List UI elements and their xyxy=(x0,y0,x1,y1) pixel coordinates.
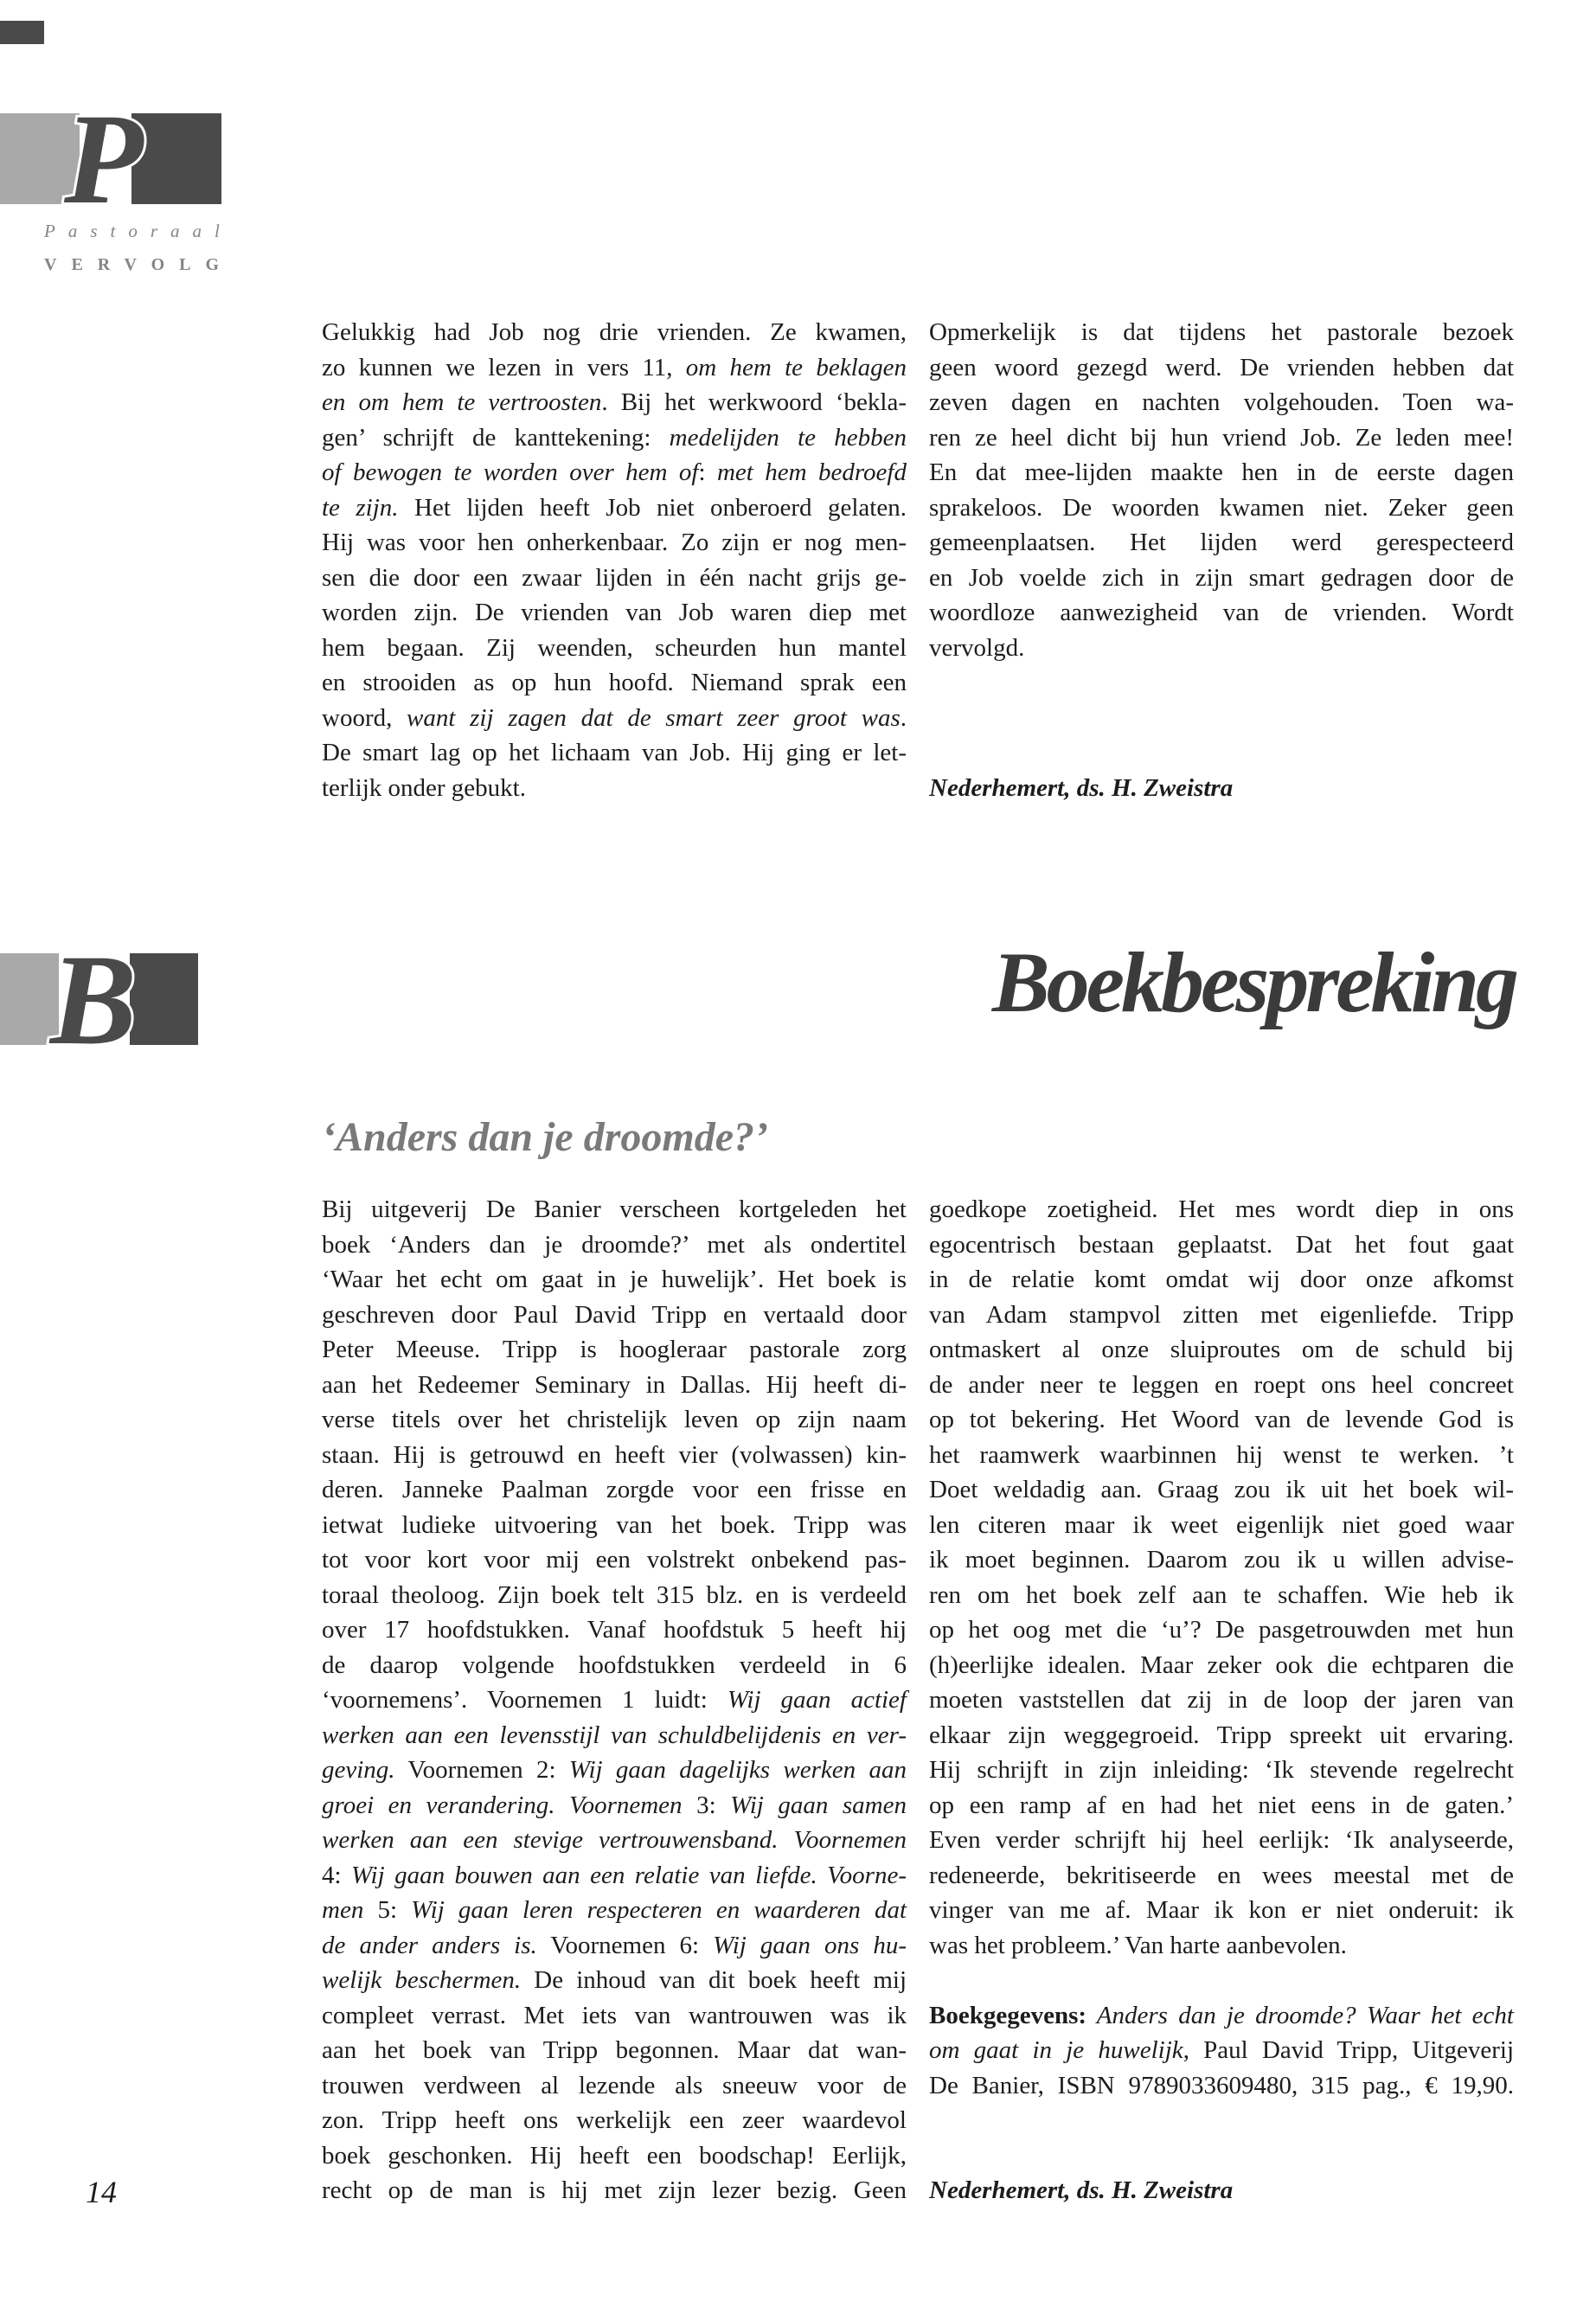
text-line xyxy=(322,665,907,701)
text-line xyxy=(929,631,1514,666)
text-line xyxy=(322,350,907,386)
text-run: geen woord gezegd werd. De vrienden hebben dat xyxy=(929,353,1514,381)
text-line xyxy=(322,1612,907,1648)
text-line xyxy=(322,1963,907,1998)
text-line xyxy=(929,420,1514,456)
paragraph xyxy=(929,1998,1514,2104)
text-line xyxy=(322,525,907,561)
text-run: recht op de man is hij met zijn lezer bezig. Geen xyxy=(322,2176,907,2204)
text-run: Voornemen 6: xyxy=(536,1931,714,1959)
text-line xyxy=(322,1227,907,1263)
review-section-logo xyxy=(0,953,198,1045)
italic-text: medelijden te hebben xyxy=(669,423,907,452)
text-line xyxy=(322,1262,907,1298)
text-line xyxy=(929,1227,1514,1263)
italic-text: en om hem te vertroosten xyxy=(322,388,602,416)
text-line xyxy=(322,2138,907,2174)
italic-text: om hem te beklagen xyxy=(685,353,907,381)
text-run: verse titels over het christelijk leven op zijn naam xyxy=(322,1406,907,1433)
italic-text: welijk beschermen. xyxy=(322,1966,522,1994)
text-line xyxy=(929,490,1514,526)
italic-text: de ander anders is. xyxy=(322,1931,537,1959)
page-number: 14 xyxy=(86,2175,117,2209)
text-line xyxy=(322,1508,907,1543)
italic-text: Wij gaan bouwen aan een relatie van liefde. Voorne- xyxy=(350,1861,907,1889)
text-line xyxy=(322,595,907,631)
text-line xyxy=(929,1893,1514,1928)
text-run: ren ze heel dicht bij hun vriend Job. Ze leden mee! xyxy=(929,423,1514,452)
text-line xyxy=(322,1368,907,1403)
text-run: Peter Meeuse. Tripp is hoogleraar pastorale zorg xyxy=(322,1336,907,1363)
text-run: gen’ schrijft de kanttekening: xyxy=(322,423,670,452)
italic-text: te zijn. xyxy=(322,493,399,522)
text-run: zeven dagen en nachten volgehouden. Toen wa- xyxy=(929,388,1514,416)
text-line xyxy=(322,2173,907,2208)
text-line xyxy=(322,420,907,456)
italic-text: men xyxy=(322,1896,364,1924)
text-run: hem begaan. Zij weenden, scheurden hun mantel xyxy=(322,633,907,662)
text-line xyxy=(322,1192,907,1227)
text-line xyxy=(322,2103,907,2138)
text-run: sprakeloos. De woorden kwamen niet. Zeker geen xyxy=(929,493,1514,522)
text-run: Bij uitgeverij De Banier verscheen kortgeleden het xyxy=(322,1195,907,1223)
text-line xyxy=(322,771,907,806)
text-line xyxy=(929,315,1514,350)
logo-letter: B xyxy=(50,953,138,1045)
text-line xyxy=(929,1542,1514,1578)
text-run: Voornemen 2: xyxy=(394,1756,569,1784)
text-run: op het oog met die ‘u’? De pasgetrouwden met hun xyxy=(929,1616,1514,1644)
text-run: woord, xyxy=(322,703,407,732)
text-run: over 17 hoofdstukken. Vanaf hoofdstuk 5 heeft hij xyxy=(322,1616,907,1644)
text-run: 4: xyxy=(322,1861,351,1889)
text-run: zo kunnen we lezen in vers 11, xyxy=(322,353,686,381)
corner-tab xyxy=(0,21,44,44)
text-line xyxy=(322,1332,907,1368)
italic-text: werken aan een levensstijl van schuldbelijdenis en ver- xyxy=(322,1721,907,1749)
text-line xyxy=(322,2033,907,2068)
text-run: toraal theoloog. Zijn boek telt 315 blz. en is verdeeld xyxy=(322,1580,907,1609)
text-run: Doet weldadig aan. Graag zou ik uit het boek wil- xyxy=(929,1476,1514,1503)
review-column-1 xyxy=(322,1192,907,2208)
italic-text: groei en verandering. Voornemen xyxy=(322,1791,683,1819)
text-line xyxy=(322,490,907,526)
text-run: vinger van me af. Maar ik kon er niet onderuit: ik xyxy=(929,1896,1514,1924)
text-line xyxy=(322,1648,907,1683)
pastoraal-column-1 xyxy=(322,315,907,805)
italic-text: Wij gaan actief xyxy=(727,1686,907,1714)
text-line xyxy=(929,525,1514,561)
italic-text: geving. xyxy=(322,1756,395,1784)
text-run: de daarop volgende hoofdstukken verdeeld in 6 xyxy=(322,1650,907,1679)
text-run: Hij schrijft in zijn inleiding: ‘Ik stevende regelrecht xyxy=(929,1756,1514,1784)
text-run: ‘voornemens’. Voornemen 1 luidt: xyxy=(322,1686,727,1714)
text-line xyxy=(929,1788,1514,1823)
text-line xyxy=(929,350,1514,386)
text-line xyxy=(929,2033,1514,2068)
text-line xyxy=(322,561,907,596)
italic-text: Anders dan je droomde? Waar het echt xyxy=(1086,2001,1514,2029)
text-run: goedkope zoetigheid. Het mes wordt diep in ons xyxy=(929,1195,1514,1223)
text-run: Het lijden heeft Job niet onberoerd gelaten. xyxy=(398,493,907,522)
text-line xyxy=(322,1823,907,1858)
text-run: Even verder schrijft hij heel eerlijk: ‘Ik analyseerde, xyxy=(929,1826,1514,1854)
text-run: . xyxy=(900,703,907,732)
text-line xyxy=(322,735,907,771)
italic-text: met hem bedroefd xyxy=(716,458,907,486)
text-line xyxy=(929,595,1514,631)
text-run: ietwat ludieke uitvoering van het boek. Tripp was xyxy=(322,1510,907,1539)
text-line xyxy=(929,1472,1514,1508)
text-line xyxy=(322,1402,907,1438)
text-run: en strooiden as op hun hoofd. Niemand sprak een xyxy=(322,669,907,696)
section-sublabel: VERVOLG xyxy=(44,255,234,274)
text-run: trouwen verdween al lezende als sneeuw voor de xyxy=(322,2071,907,2099)
text-line xyxy=(322,2068,907,2104)
text-line xyxy=(322,1753,907,1788)
text-line xyxy=(322,631,907,666)
text-line xyxy=(322,1788,907,1823)
text-run: tot voor kort voor mij een volstrekt onbekend pas- xyxy=(322,1546,907,1574)
text-run: de ander neer te leggen en roept ons heel concreet xyxy=(929,1370,1514,1399)
text-line xyxy=(322,455,907,490)
text-line xyxy=(929,1718,1514,1753)
text-line xyxy=(929,1262,1514,1298)
text-run: moeten vaststellen dat zij in de loop der jaren van xyxy=(929,1686,1514,1714)
text-run: ontmaskert al onze sluiproutes om de schuld bij xyxy=(929,1336,1514,1363)
text-line xyxy=(322,1578,907,1613)
text-line xyxy=(929,1823,1514,1858)
text-line xyxy=(929,2068,1514,2104)
text-run: het raamwerk waarbinnen hij wenst te werken. ’t xyxy=(929,1440,1514,1469)
text-line xyxy=(929,1858,1514,1894)
text-line xyxy=(929,455,1514,490)
text-line xyxy=(929,1402,1514,1438)
text-run: boek geschonken. Hij heeft een boodschap! Eerlijk, xyxy=(322,2141,907,2170)
text-run: (h)eerlijke idealen. Maar zeker ook die echtparen die xyxy=(929,1650,1514,1679)
text-run: , Paul David Tripp, Uitgeverij xyxy=(1183,2036,1515,2064)
text-run: De Banier, ISBN 9789033609480, 315 pag., € 19,90. xyxy=(929,2071,1514,2099)
text-run: terlijk onder gebukt. xyxy=(322,773,526,802)
text-line xyxy=(929,1998,1514,2034)
text-run: 3: xyxy=(682,1791,731,1819)
article-heading: ‘Anders dan je droomde?’ xyxy=(322,1114,768,1160)
italic-text: om gaat in je huwelijk xyxy=(929,2036,1183,2064)
text-line xyxy=(929,1298,1514,1333)
logo-letter: P xyxy=(64,113,144,204)
text-run: De inhoud van dit boek heeft mij xyxy=(521,1966,907,1994)
italic-text: of bewogen te worden over hem of xyxy=(322,458,699,486)
section-label: Pastoraal xyxy=(44,221,233,241)
text-run: aan het Redeemer Seminary in Dallas. Hij heeft di- xyxy=(322,1370,907,1399)
text-run: egocentrisch bestaan geplaatst. Dat het fout gaat xyxy=(929,1230,1514,1259)
text-line xyxy=(929,1578,1514,1613)
text-line xyxy=(929,561,1514,596)
text-line xyxy=(929,1508,1514,1543)
text-line xyxy=(929,1928,1514,1964)
text-line xyxy=(929,1368,1514,1403)
text-line xyxy=(322,1858,907,1894)
text-line xyxy=(322,1438,907,1473)
text-line xyxy=(929,1648,1514,1683)
review-signature: Nederhemert, ds. H. Zweistra xyxy=(929,2176,1234,2204)
text-run: Opmerkelijk is dat tijdens het pastorale bezoek xyxy=(929,318,1514,346)
italic-text: want zij zagen dat de smart zeer groot was xyxy=(407,703,901,732)
text-run: elkaar zijn weggegroeid. Tripp spreekt uit ervaring. xyxy=(929,1721,1514,1749)
text-run: zon. Tripp heeft ons werkelijk een zeer waardevol xyxy=(322,2106,907,2134)
text-line xyxy=(322,315,907,350)
text-run: redeneerde, bekritiseerde en wees meestal met de xyxy=(929,1861,1514,1889)
text-run: en Job voelde zich in zijn smart gedragen door de xyxy=(929,563,1514,592)
pastoraal-signature: Nederhemert, ds. H. Zweistra xyxy=(929,773,1234,802)
paragraph xyxy=(929,1192,1514,1963)
text-run: in de relatie komt omdat wij door onze afkomst xyxy=(929,1266,1514,1293)
section-title: Boekbespreking xyxy=(991,934,1516,1030)
text-line xyxy=(929,1438,1514,1473)
text-line xyxy=(322,1998,907,2034)
text-run: Hij was voor hen onherkenbaar. Zo zijn er nog men- xyxy=(322,529,907,556)
text-line xyxy=(929,1332,1514,1368)
text-run: ik moet beginnen. Daarom zou ik u willen advise- xyxy=(929,1546,1514,1574)
text-run: Gelukkig had Job nog drie vrienden. Ze kwamen, xyxy=(322,318,907,346)
text-line xyxy=(929,1753,1514,1788)
text-line xyxy=(322,385,907,420)
text-line xyxy=(929,385,1514,420)
text-run: op een ramp af en had het niet eens in de gaten.’ xyxy=(929,1791,1514,1819)
text-line xyxy=(322,1472,907,1508)
text-run: len citeren maar ik weet eigenlijk niet goed waar xyxy=(929,1510,1514,1539)
text-line xyxy=(929,1682,1514,1718)
text-run: aan het boek van Tripp begonnen. Maar dat wan- xyxy=(322,2036,907,2064)
bold-text: Boekgegevens: xyxy=(929,2001,1087,2029)
text-run: compleet verrast. Met iets van wantrouwen was ik xyxy=(322,2001,907,2029)
text-line xyxy=(322,1928,907,1964)
pastoraal-section-logo xyxy=(0,113,221,204)
paragraph xyxy=(929,315,1514,665)
text-run: sen die door een zwaar lijden in één nacht grijs ge- xyxy=(322,563,907,592)
text-run: . Bij het werkwoord ‘bekla- xyxy=(601,388,907,416)
logo-dark-block xyxy=(131,113,221,204)
text-run: staan. Hij is getrouwd en heeft vier (volwassen) kin- xyxy=(322,1440,907,1469)
text-run: En dat mee-lijden maakte hen in de eerste dagen xyxy=(929,458,1514,486)
text-line xyxy=(929,1612,1514,1648)
paragraph xyxy=(322,1192,907,2208)
text-run: ren om het boek zelf aan te schaffen. Wie heb ik xyxy=(929,1580,1514,1609)
text-run: worden zijn. De vrienden van Job waren diep met xyxy=(322,599,907,626)
italic-text: Wij gaan samen xyxy=(730,1791,907,1819)
text-run: van Adam stampvol zitten met eigenliefde. Tripp xyxy=(929,1300,1514,1329)
text-run: was het probleem.’ Van harte aanbevolen. xyxy=(929,1931,1347,1959)
text-line xyxy=(929,1192,1514,1227)
paragraph xyxy=(322,315,907,805)
text-run: woordloze aanwezigheid van de vrienden. Wordt xyxy=(929,599,1514,626)
text-run: ‘Waar het echt om gaat in je huwelijk’. Het boek is xyxy=(322,1266,907,1293)
text-run: boek ‘Anders dan je droomde?’ met als ondertitel xyxy=(322,1230,907,1259)
text-line xyxy=(322,1893,907,1928)
text-run: vervolgd. xyxy=(929,633,1025,662)
text-line xyxy=(322,701,907,736)
italic-text: Wij gaan leren respecteren en waarderen dat xyxy=(411,1896,907,1924)
text-line xyxy=(322,1718,907,1753)
text-run: : xyxy=(698,458,717,486)
italic-text: Wij gaan ons hu- xyxy=(713,1931,907,1959)
text-run: deren. Janneke Paalman zorgde voor een frisse en xyxy=(322,1476,907,1503)
text-line xyxy=(322,1542,907,1578)
text-run: op tot bekering. Het Woord van de levende God is xyxy=(929,1406,1514,1433)
text-run: geschreven door Paul David Tripp en vertaald door xyxy=(322,1300,907,1329)
pastoraal-column-2 xyxy=(929,315,1514,665)
logo-dark-block xyxy=(130,953,198,1045)
text-line xyxy=(322,1298,907,1333)
text-line xyxy=(322,1682,907,1718)
text-run: gemeenplaatsen. Het lijden werd gerespecteerd xyxy=(929,529,1514,556)
text-run: De smart lag op het lichaam van Job. Hij ging er let- xyxy=(322,739,907,766)
italic-text: Wij gaan dagelijks werken aan xyxy=(568,1756,907,1784)
italic-text: werken aan een stevige vertrouwensband. Voornemen xyxy=(322,1826,907,1854)
review-column-2 xyxy=(929,1192,1514,2103)
text-run: 5: xyxy=(363,1896,412,1924)
